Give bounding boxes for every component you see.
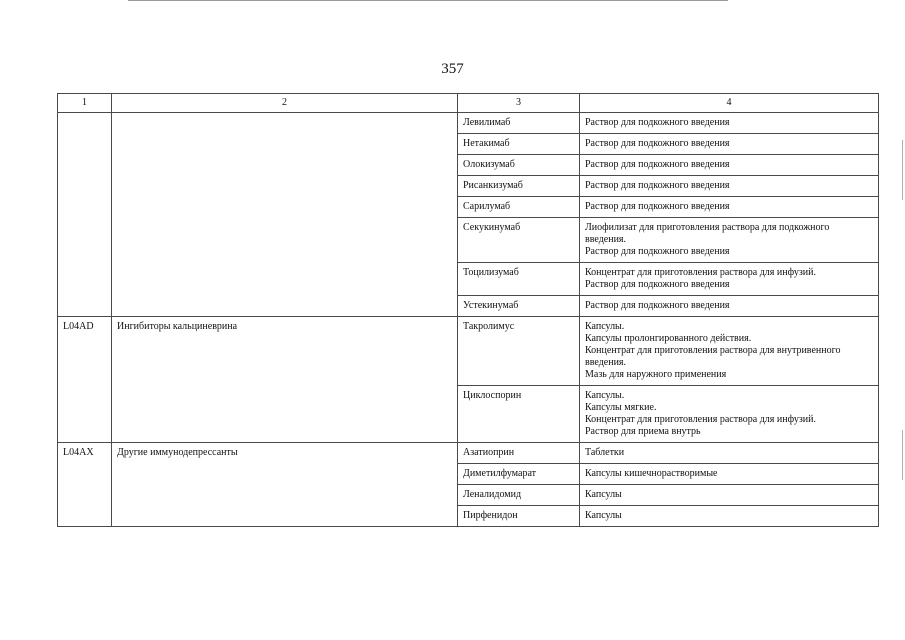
drug-name-cell: Устекинумаб	[458, 296, 580, 317]
dosage-form-cell: Раствор для подкожного введения	[580, 155, 879, 176]
header-row	[58, 94, 879, 113]
group-name-cell: Другие иммунодепрессанты	[112, 443, 458, 527]
scan-edge-mark	[902, 140, 903, 200]
column-header-3: 3	[458, 94, 580, 113]
group-code-cell: L04AD	[58, 317, 112, 443]
group-code-cell	[58, 113, 112, 317]
column-header-4: 4	[580, 94, 879, 113]
scan-edge-mark	[902, 430, 903, 480]
dosage-form-cell: Концентрат для приготовления раствора для инфузий. Раствор для подкожного введения	[580, 263, 879, 296]
drug-name-cell: Рисанкизумаб	[458, 176, 580, 197]
table-row	[58, 317, 879, 386]
drug-name-cell: Левилимаб	[458, 113, 580, 134]
column-header-2: 2	[112, 94, 458, 113]
dosage-form-cell: Лиофилизат для приготовления раствора для подкожного введения. Раствор для подкожного введения	[580, 218, 879, 263]
page-number: 357	[441, 61, 464, 77]
drug-name-cell: Диметилфумарат	[458, 464, 580, 485]
drug-name-cell: Такролимус	[458, 317, 580, 386]
drug-name-cell: Азатиоприн	[458, 443, 580, 464]
dosage-form-cell: Раствор для подкожного введения	[580, 197, 879, 218]
drug-name-cell: Секукинумаб	[458, 218, 580, 263]
dosage-form-cell: Капсулы. Капсулы пролонгированного действия. Концентрат для приготовления раствора для внутривенного введения. Мазь для наружного применения	[580, 317, 879, 386]
table-row	[58, 443, 879, 464]
dosage-form-cell: Капсулы	[580, 506, 879, 527]
table-row	[58, 113, 879, 134]
dosage-form-cell: Раствор для подкожного введения	[580, 296, 879, 317]
dosage-form-cell: Капсулы	[580, 485, 879, 506]
dosage-form-cell: Раствор для подкожного введения	[580, 113, 879, 134]
dosage-form-cell: Раствор для подкожного введения	[580, 176, 879, 197]
group-name-cell	[112, 113, 458, 317]
dosage-form-cell: Таблетки	[580, 443, 879, 464]
drug-name-cell: Нетакимаб	[458, 134, 580, 155]
group-code-cell: L04AX	[58, 443, 112, 527]
drug-name-cell: Пирфенидон	[458, 506, 580, 527]
drug-name-cell: Леналидомид	[458, 485, 580, 506]
dosage-form-cell: Капсулы. Капсулы мягкие. Концентрат для приготовления раствора для инфузий. Раствор для приема внутрь	[580, 386, 879, 443]
column-header-1: 1	[58, 94, 112, 113]
dosage-form-cell: Капсулы кишечнорастворимые	[580, 464, 879, 485]
drug-table	[57, 93, 879, 527]
drug-name-cell: Олокизумаб	[458, 155, 580, 176]
page-top-rule	[128, 0, 728, 1]
dosage-form-cell: Раствор для подкожного введения	[580, 134, 879, 155]
group-name-cell: Ингибиторы кальциневрина	[112, 317, 458, 443]
drug-name-cell: Сарилумаб	[458, 197, 580, 218]
drug-name-cell: Циклоспорин	[458, 386, 580, 443]
drug-name-cell: Тоцилизумаб	[458, 263, 580, 296]
